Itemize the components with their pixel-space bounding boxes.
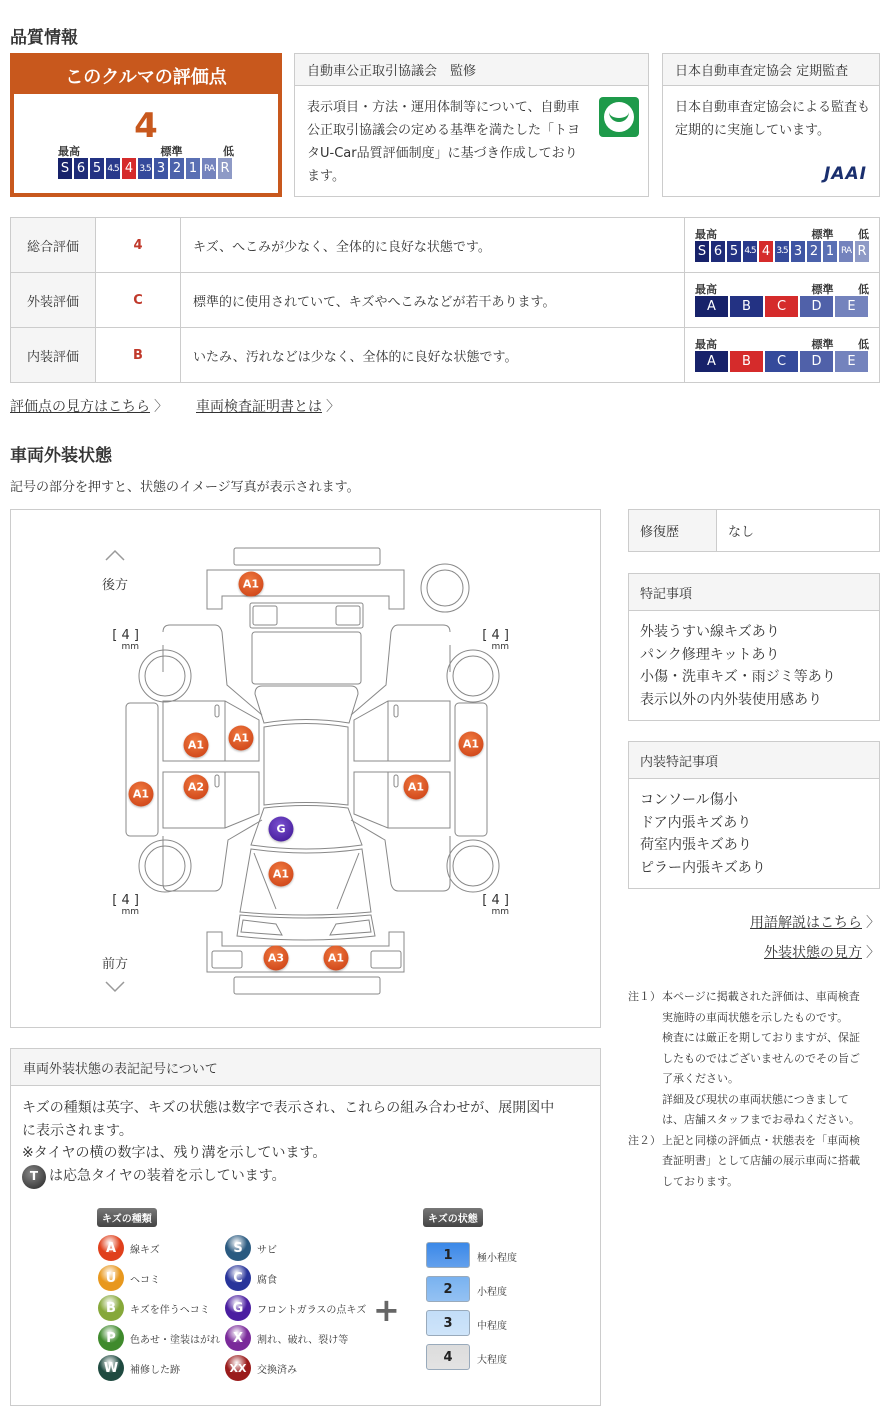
grade-scale [685,218,880,273]
damage-type-badge: U [98,1265,124,1291]
legend-line3: ※タイヤの横の数字は、残り溝を示しています。 [22,1145,327,1161]
note-line: 詳細及び現状の車両状態につきまして [662,1092,849,1106]
scale-item: 5 [727,241,741,262]
damage-type-label: キズを伴うヘコミ [130,1304,210,1316]
damage-type-badge: A [98,1235,124,1261]
scale-item: R [855,241,869,262]
tread-front-left: [ 4 ] mm [112,893,139,917]
scale-item: 5 [90,158,104,179]
scale-item: RA [202,158,216,179]
legend-type [225,1265,277,1291]
damage-type-label: サビ [257,1244,277,1256]
damage-type-badge: XX [225,1355,251,1381]
cert-info-link[interactable]: 車両検査証明書とは 〉 [196,399,340,415]
interior-special-notes [628,741,880,889]
notes [628,987,880,1192]
damage-type-badge: P [98,1325,124,1351]
label-high: 最高 [695,282,717,296]
note-prefix [628,1008,662,1029]
grade-desc: いたみ、汚れなどは少なく、全体的に良好な状態です。 [181,328,685,383]
tread-rear-left: [ 4 ] mm [112,628,139,652]
legend-type [225,1355,297,1381]
glossary-link[interactable]: 用語解説はこちら 〉 [750,915,880,931]
exterior-subtitle: 記号の部分を押すと、状態のイメージ写真が表示されます。 [10,480,360,495]
legend-line4: は応急タイヤの装着を示しています。 [49,1168,286,1185]
jaai-logo: JAAI [824,164,867,184]
scale-item: D [800,296,833,317]
car-diagram [10,509,601,1028]
score-value: 4 [134,106,158,146]
damage-marker-rear-bumper[interactable]: A1 [239,572,264,597]
tread-front-right: [ 4 ] mm [482,893,509,917]
scale-item: E [835,351,868,372]
note-item: ドア内張キズあり [640,814,752,831]
label-low: 低 [858,227,869,241]
legend-box [10,1048,601,1406]
note-item: 荷室内張キズあり [640,837,752,853]
damage-marker-left-front-door[interactable]: A2 [184,775,209,800]
cert-box-title: 自動車公正取引協議会 監修 [295,54,648,86]
damage-marker-right-front-door[interactable]: A1 [404,775,429,800]
cert-box-text: 表示項目・方法・運用体制等について、自動車公正取引協議会の定める基準を満たした「トヨタU-Car品質評価制度」に基づき作成しております。 [307,100,581,184]
damage-type-label: ヘコミ [130,1274,160,1286]
jaai-box-text: 日本自動車査定協会による監査も定期的に実施しています。 [675,100,871,138]
grade-row [11,218,880,273]
repair-value: なし [728,525,755,540]
special-notes [628,573,880,721]
damage-type-badge: G [225,1295,251,1321]
label-standard: 標準 [160,145,183,158]
scale-item: 4 [122,158,136,179]
repair-label: 修復歴 [629,510,717,551]
scale-item: A [695,296,728,317]
legend-type [225,1325,348,1351]
label-high: 最高 [695,337,717,351]
scale-item: 4 [759,241,773,262]
damage-state-badge: 3 [426,1310,470,1336]
legend-line1: キズの種類は英字、キズの状態は数字で表示され、これらの組み合わせが、展開図中 [22,1100,555,1116]
note-prefix [628,1028,662,1049]
scale-item: 4.5 [106,158,120,179]
label-high: 最高 [58,145,80,158]
scale-item: R [218,158,232,179]
note-item: 小傷・洗車キズ・雨ジミ等あり [640,669,836,685]
note-prefix: 注２） [628,1133,661,1147]
scale-item: C [765,296,798,317]
legend-line2: に表示されます。 [22,1122,133,1139]
damage-state-label: 小程度 [477,1287,507,1298]
jaai-box [662,53,880,197]
damage-type-badge: B [98,1295,124,1321]
scale-item: 3 [791,241,805,262]
note-prefix [628,1069,662,1090]
scale-item: A [695,351,728,372]
note-line: したものではございませんのでその旨ご [662,1051,860,1065]
label-standard: 標準 [811,227,834,241]
scale-item: 1 [823,241,837,262]
repair-history [628,509,880,552]
section-title-exterior: 車両外装状態 [10,446,112,466]
note-prefix [628,1090,662,1111]
damage-type-label: 補修した跡 [130,1364,180,1376]
scale-item: B [730,351,763,372]
legend-title: 車両外装状態の表記記号について [11,1049,600,1086]
damage-type-label: 線キズ [130,1244,160,1256]
damage-type-label: フロントガラスの点キズ [257,1304,367,1316]
scale-item: S [695,241,709,262]
scale-item: S [58,158,72,179]
label-low: 低 [223,145,234,158]
legend-type [98,1265,160,1291]
note-prefix [628,1151,662,1172]
score-box-title: このクルマの評価点 [14,57,278,94]
score-box [10,53,282,197]
damage-type-label: 色あせ・塗装はがれ [130,1334,220,1346]
scale-item: 6 [74,158,88,179]
note-item: パンク修理キットあり [640,646,780,663]
scale-item: RA [839,241,853,262]
damage-state-label: 極小程度 [477,1253,517,1264]
scale-item: 1 [186,158,200,179]
note-prefix [628,1172,662,1193]
note-item: 外装うすい線キズあり [640,624,780,640]
note-line: 上記と同様の評価点・状態表を「車両検 [662,1133,860,1147]
scale-item: E [835,296,868,317]
damage-type-badge: W [98,1355,124,1381]
note-line: 検査には厳正を期しておりますが、保証 [662,1031,860,1044]
grade-label: 内装評価 [11,328,96,383]
damage-type-label: 割れ、破れ、裂け等 [257,1334,349,1346]
scale-item: 2 [170,158,184,179]
label-high: 最高 [695,227,717,241]
damage-state-label: 大程度 [477,1355,507,1366]
scale-item: 3 [154,158,168,179]
note-line: しております。 [662,1174,739,1188]
scale-item: 6 [711,241,725,262]
legend-type [98,1355,180,1381]
damage-type-label: 腐食 [257,1274,277,1286]
plus-icon: + [373,1291,400,1329]
tread-rear-right: [ 4 ] mm [482,628,509,652]
damage-type-label: 交換済み [257,1364,297,1376]
types-tag: キズの種類 [97,1208,157,1227]
damage-type-badge: X [225,1325,251,1351]
states-tag: キズの状態 [423,1208,483,1227]
note-prefix: 注１） [628,990,661,1003]
score-guide-link[interactable]: 評価点の見方はこちら 〉 [10,399,168,415]
legend-type [225,1295,366,1321]
scale-item: B [730,296,763,317]
scale-item: 4.5 [743,241,757,262]
note-line: は、店舗スタッフまでお尋ねください。 [662,1113,860,1126]
grade-value: C [96,273,181,328]
note-item: ピラー内張キズあり [640,859,766,876]
grade-desc: キズ、へこみが少なく、全体的に良好な状態です。 [181,218,685,273]
damage-type-badge: S [225,1235,251,1261]
damage-marker-front-bumper-left[interactable]: A3 [264,946,289,971]
note-prefix [628,1049,662,1070]
scale-item: 2 [807,241,821,262]
note-item: コンソール傷小 [640,792,738,808]
damage-marker-windshield[interactable]: G [269,817,294,842]
damage-type-badge: C [225,1265,251,1291]
legend-type [98,1325,220,1351]
note-line: 本ページに掲載された評価は、車両検査 [662,990,860,1003]
car-outline [11,510,600,1027]
grade-row [11,328,880,383]
grade-scale [685,273,880,328]
scale-item: 3.5 [138,158,152,179]
front-label: 前方 [102,957,129,972]
note-item: 表示以外の内外装使用感あり [640,691,822,708]
scale-item: 3.5 [775,241,789,262]
grade-value: B [96,328,181,383]
scale-item: C [765,351,798,372]
legend-type [98,1235,160,1261]
grade-table [10,217,880,383]
grade-label: 総合評価 [11,218,96,273]
damage-marker-left-rear-quarter[interactable]: A1 [184,733,209,758]
note-line: 査証明書」として店舗の展示車両に搭載 [662,1154,860,1167]
damage-marker-hood[interactable]: A1 [269,862,294,887]
legend-type [98,1295,210,1321]
jaai-box-title: 日本自動車査定協会 定期監査 [663,54,879,86]
grade-scale [685,328,880,383]
grade-desc: 標準的に使用されていて、キズやへこみなどが若干あります。 [181,273,685,328]
interior-special-title: 内装特記事項 [629,742,879,779]
fair-trade-logo-icon [599,97,639,137]
damage-marker-front-bumper-right[interactable]: A1 [324,946,349,971]
grade-row [11,273,880,328]
note-prefix [628,1110,662,1131]
grade-label: 外装評価 [11,273,96,328]
damage-marker-left-rear-door[interactable]: A1 [229,726,254,751]
rear-label: 後方 [102,578,129,593]
cert-box [294,53,649,197]
label-standard: 標準 [811,337,834,351]
exterior-guide-link[interactable]: 外装状態の見方 〉 [764,945,880,961]
damage-marker-left-side-sill[interactable]: A1 [129,782,154,807]
note-line: 実施時の車両状態を示したものです。 [662,1010,849,1024]
note-line: 了承ください。 [662,1072,739,1085]
spare-tire-badge: T [22,1165,46,1189]
scale-item: D [800,351,833,372]
legend-type [225,1235,277,1261]
label-standard: 標準 [811,282,834,296]
damage-marker-right-side-sill[interactable]: A1 [459,732,484,757]
label-low: 低 [858,337,869,351]
damage-state-label: 中程度 [477,1321,507,1332]
label-low: 低 [858,282,869,296]
section-title-quality: 品質情報 [10,28,78,48]
grade-value: 4 [96,218,181,273]
damage-state-badge: 2 [426,1276,470,1302]
special-title: 特記事項 [629,574,879,611]
score-scale [58,158,234,179]
damage-state-badge: 1 [426,1242,470,1268]
damage-state-badge: 4 [426,1344,470,1370]
